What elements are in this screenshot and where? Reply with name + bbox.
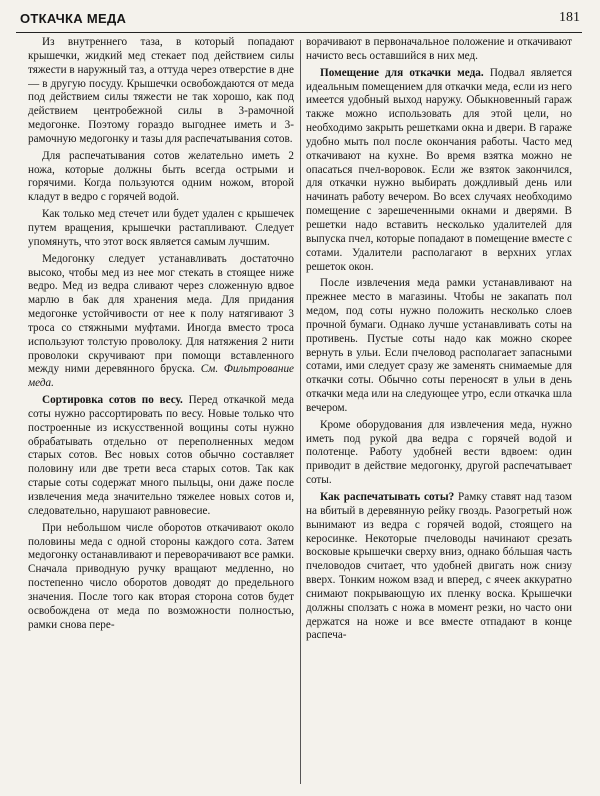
paragraph: После извлечения меда рамки устанавливают на прежнее место в магазины. Чтобы не закапать пол медом, под соты нужно положить несколько слоев прочной бумаги. Однако лучше устанавливать соты на противень. Пустые соты надо как можно скорее вернуть в ульи. Если пчеловод располагает запасными сотами, ими следует сразу же заменять снимаемые для откачки соты. Обычно соты переносят в ульи в день откачки меда или на следующее утро, если откачка шла вечером. xyxy=(306,277,572,414)
left-column xyxy=(28,36,294,788)
paragraph-text: Перед откачкой меда соты нужно рассортировать по весу. Новые только что построенные из искусственной вощины соты нужно обрабатывать отдельно от переполненных медом старых сотов. Вес новых сотов обычно составляет половину или две трети веса старых сотов. Так как старые соты содержат много пыльцы, они даже после извлечения меда значительно тяжелее новых сотов и, следовательно, нарушают равновесие. xyxy=(28,394,294,517)
column-divider xyxy=(300,40,301,784)
paragraph: Кроме оборудования для извлечения меда, нужно иметь под рукой два ведра с горячей водой и полотенце. Работу удобней вести вдвоем: один приводит в действие медогонку, другой распечатывает соты. xyxy=(306,418,572,487)
paragraph-text: Медогонку следует устанавливать достаточно высоко, чтобы мед из нее мог стекать в стоящее ниже ведро. Мед из ведра сливают через сложенную вдвое марлю в бак для хранения меда. Для придания медогонке устойчивости от нее к полу натягивают 3 троса со стяжными муфтами. Иногда вместо троса используют толстую проволоку. Для натяжения 2 нити проволоки скручивают при помощи вставленного между ними деревянного бруска. xyxy=(28,252,294,376)
paragraph xyxy=(28,253,294,391)
cross-reference: См. Фильтрование меда. xyxy=(28,363,294,390)
section-heading: Сортировка сотов по весу. xyxy=(42,394,183,407)
paragraph xyxy=(306,67,572,275)
paragraph: Из внутреннего таза, в который попадают крышечки, жидкий мед стекает под действием силы тяжести в наружный таз, а оттуда через отверстие в дне — в другую посуду. Крышечки освобождаются от меда под действием силы тяжести не так хорошо, как под действием центробежной силы в 3-рамочной медогонке. Поэтому гораздо выгоднее иметь и 3-рамочную медогонку и тазы для распечатывания сотов. xyxy=(28,36,294,145)
paragraph: Как только мед стечет или будет удален с крышечек путем вращения, крышечки растапливают. Следует упомянуть, что этот воск является самым лучшим. xyxy=(28,208,294,248)
page-number: 181 xyxy=(559,10,580,25)
paragraph-text: Рамку ставят над тазом на вбитый в деревянную рейку гвоздь. Разогретый нож вынимают из ведра с горячей водой, стоящего на керосинке. Некоторые пчеловоды начинают срезать восковые крышечки сверху вниз, однако бóльшая часть пчеловодов считает, что удобней двигать нож снизу вверх. Тонким ножом взад и вперед, с ячеек аккуратно снимают покрывающую их пленку воска. Крышечки должны сползать с ножа в момент резки, но часто они держатся на ноже и все вместе отпадают в конце распеча- xyxy=(306,491,572,642)
right-column xyxy=(306,36,572,788)
running-head: ОТКАЧКА МЕДА xyxy=(20,11,127,26)
paragraph xyxy=(306,491,572,643)
paragraph xyxy=(28,394,294,519)
section-heading: Помещение для откачки меда. xyxy=(320,66,484,79)
section-heading: Как распечатывать соты? xyxy=(320,491,455,503)
paragraph: ворачивают в первоначальное положение и откачивают начисто весь оставшийся в них мед. xyxy=(306,36,572,62)
page-header xyxy=(16,6,582,33)
paragraph-text: Подвал является идеальным помещением для откачки меда, если из него имеется удобный выход наружу. Обыкновенный гараж также можно использовать для этой цели, но необходимо закрыть решетками окна и двери. В гараже удобно мыть пол после окончания работы. Часто мед откачивают на кухне. Во время взятка можно не опасаться пчел-воровок. Если же взяток закончился, для откачки нужно выбирать дождливый день или начинать работу вечером. Во всех случаях необходимо помещение с зарешеченными окнами и дверями. В решетки надо вставить несколько удалителей для выпуска пчел, которые попадают в помещение вместе с сотами. Удалители располагают в верхних углах решеток окон. xyxy=(306,66,572,273)
paragraph: При небольшом числе оборотов откачивают около половины меда с одной стороны каждого сота. Затем медогонку останавливают и переворачивают все рамки. Сначала приводную ручку вращают медленно, но постепенно число оборотов доводят до предельного значения. После того как вторая сторона сотов будет освобождена от меда по возможности полностью, рамки снова пере- xyxy=(28,521,294,631)
paragraph: Для распечатывания сотов желательно иметь 2 ножа, которые должны быть всегда острыми и горячими. Когда пользуются одним ножом, второй кладут в ведро с горячей водой. xyxy=(28,149,294,204)
